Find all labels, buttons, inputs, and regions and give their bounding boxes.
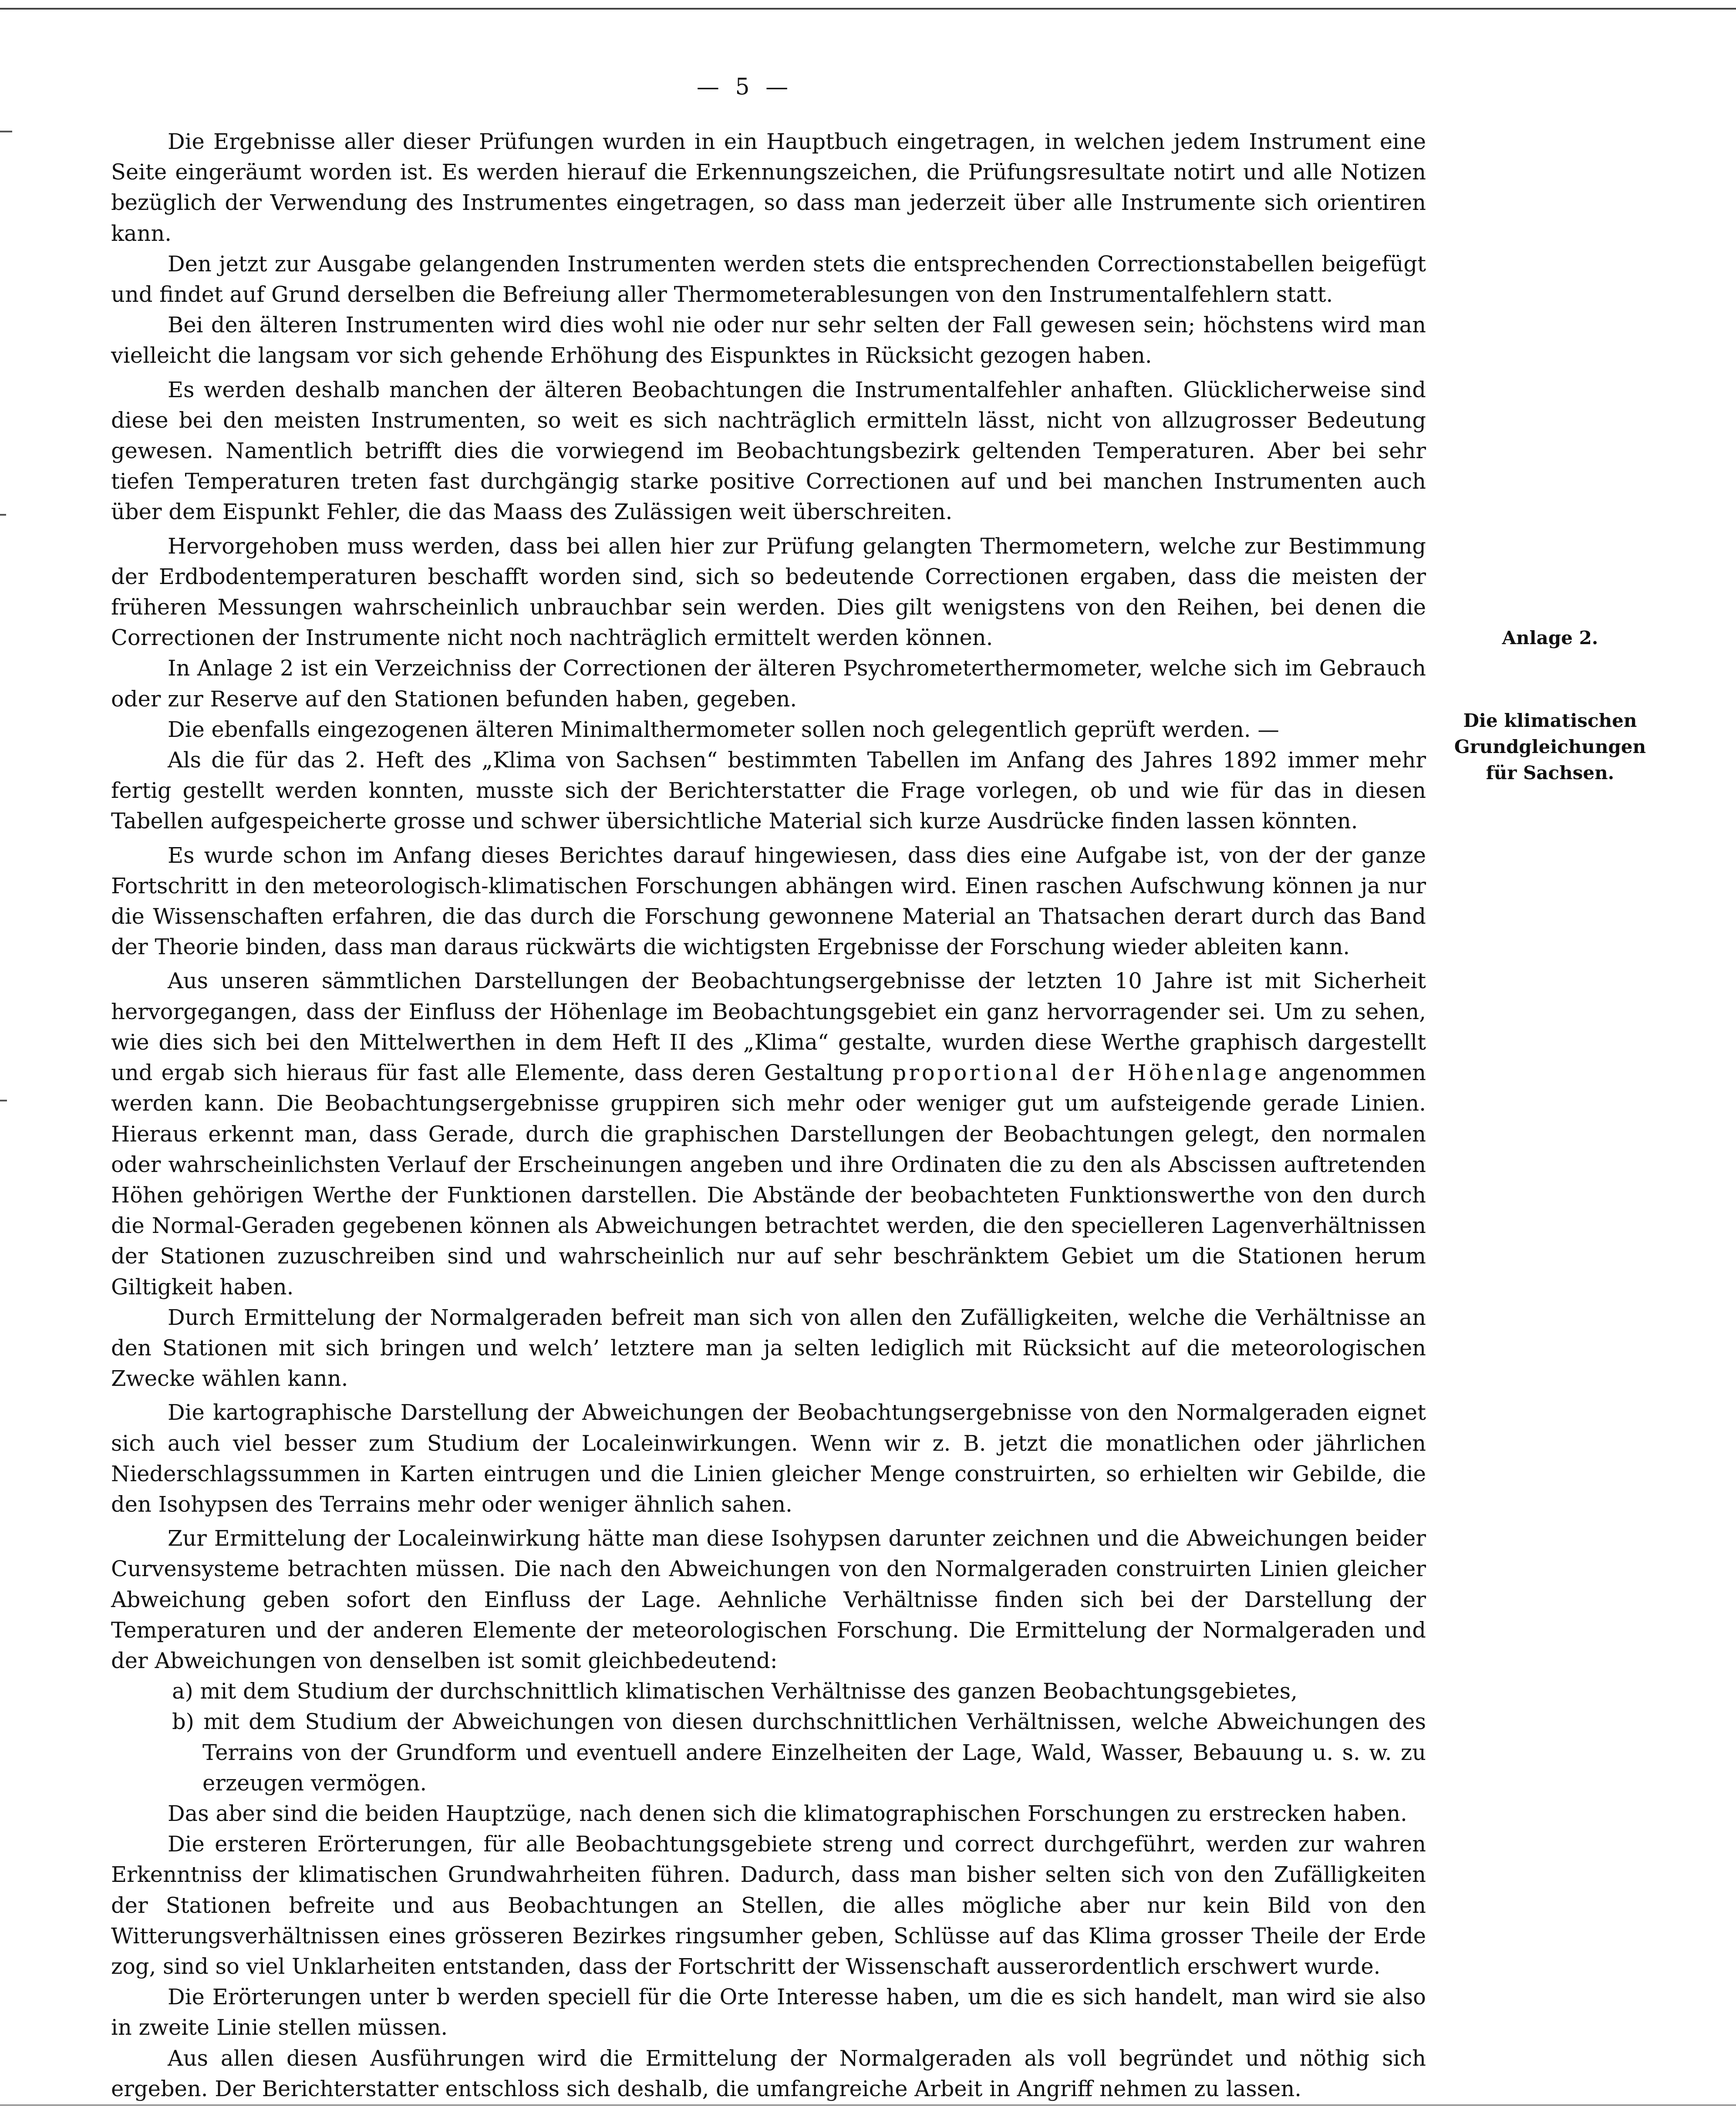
margin-note-grundgleichungen [1450,708,1650,786]
paragraph [111,966,1426,1302]
paragraph: Hervorgehoben muss werden, dass bei allen hier zur Prüfung gelangten Thermometern, welche zur Bestimmung der Erdbodentemperaturen beschafft worden sind, sich so bedeutende Correctionen ergaben, dass die meisten der früheren Messungen wahrscheinlich unbrauchbar sein werden. Dies gilt wenigstens von den Reihen, bei denen die Correctionen der Instrumente nicht noch nachträglich ermittelt werden können. [111,533,1426,651]
paragraph: In Anlage 2 ist ein Verzeichniss der Correctionen der älteren Psychrometerthermometer, welche sich im Gebrauch oder zur Reserve auf den Stationen befunden haben, gegeben. [111,655,1426,712]
paragraph: Bei den älteren Instrumenten wird dies wohl nie oder nur sehr selten der Fall gewesen sein; höchstens wird man vielleicht die langsam vor sich gehende Erhöhung des Eispunktes in Rücksicht gezogen haben. [111,312,1426,368]
paragraph: Die kartographische Darstellung der Abweichungen der Beobachtungsergebnisse von den Normalgeraden eignet sich auch viel besser zum Studium der Localeinwirkungen. Wenn wir z. B. jetzt die monatlichen oder jährlichen Niederschlagssummen in Karten eintrugen und die Linien gleicher Menge construirten, so erhielten wir Gebilde, die den Isohypsen des Terrains mehr oder weniger ähnlich sahen. [111,1400,1426,1517]
paragraph-part: angenommen werden kann. Die Beobachtungsergebnisse gruppiren sich mehr oder weniger gut um aufsteigende gerade Linien. Hieraus erkennt man, dass Gerade, durch die graphischen Darstellungen der Beobachtungen gelegt, den normalen oder wahrscheinlichsten Verlauf der Erscheinungen angeben und ihre Ordinaten die zu den als Abscissen auftretenden Höhen gehörigen Werthe der Funktionen darstellen. Die Abstände der beobachteten Funktionswerthe von den durch die Normal-Geraden gegebenen können als Abweichungen betrachtet werden, die den specielleren Lagenverhältnissen der Stationen zuzuschreiben sind und wahrscheinlich nur auf sehr beschränktem Gebiet um die Stationen herum Giltigkeit haben. [111,1060,1426,1300]
paragraph: Die Ergebnisse aller dieser Prüfungen wurden in ein Hauptbuch eingetragen, in welchen jedem Instrument eine Seite eingeräumt worden ist. Es werden hierauf die Erkennungszeichen, die Prüfungsresultate notirt und alle Notizen bezüglich der Verwendung des Instrumentes eingetragen, so dass man jederzeit über alle Instrumente sich orientiren kann. [111,129,1426,246]
paragraph: Die ebenfalls eingezogenen älteren Minimalthermometer sollen noch gelegentlich geprüft werden. — [168,716,1279,742]
margin-note-anlage [1450,625,1650,651]
paragraph-part: Aus unseren sämmtlichen Darstellungen der Beobachtungsergebnisse der letzten 10 Jahre ist mit Sicherheit hervorgegangen, dass der Einfluss der Höhenlage im Beobachtungsgebiet ein ganz hervorragender sei. Um zu sehen, wie dies sich bei den Mittelwerthen in dem Heft II des „Klima“ gestalte, wurden diese Werthe graphisch dargestellt und ergab sich hieraus für fast alle Elemente, dass deren Gestaltung [111,968,1426,1086]
margin-note-text: Anlage 2. [1502,627,1598,648]
paragraph: Es werden deshalb manchen der älteren Beobachtungen die Instrumentalfehler anhaften. Glücklicherweise sind diese bei den meisten Instrumenten, so weit es sich nachträglich ermitteln lässt, nicht von allzugrosser Bedeutung gewesen. Namentlich betrifft dies die vorwiegend im Beobachtungsbezirk geltenden Temperaturen. Aber bei sehr tiefen Temperaturen treten fast durchgängig starke positive Correctionen auf und bei manchen Instrumenten auch über dem Eispunkt Fehler, die das Maass des Zulässigen weit überschreiten. [111,377,1426,525]
paragraph: Die ersteren Erörterungen, für alle Beobachtungsgebiete streng und correct durchgeführt, werden zur wahren Erkenntniss der klimatischen Grundwahrheiten führen. Dadurch, dass man bisher selten sich von den Zufälligkeiten der Stationen befreite und aus Beobachtungen an Stellen, die alles mögliche aber nur kein Bild von den Witterungsverhältnissen eines grösseren Bezirkes ringsumher geben, Schlüsse auf das Klima grosser Theile der Erde zog, sind so viel Unklarheiten entstanden, dass der Fortschritt der Wissenschaft ausserordentlich erschwert wurde. [111,1831,1426,1979]
paragraph: Den jetzt zur Ausgabe gelangenden Instrumenten werden stets die entsprechenden Correctionstabellen beigefügt und findet auf Grund derselben die Befreiung aller Thermometerablesungen von den Instrumentalfehlern statt. [111,251,1426,307]
margin-note-line: für Sachsen. [1486,762,1615,784]
paragraph: Zur Ermittelung der Localeinwirkung hätte man diese Isohypsen darunter zeichnen und die Abweichungen beider Curvensysteme betrachten müssen. Die nach den Abweichungen von den Normalgeraden construirten Linien gleicher Abweichung geben sofort den Einfluss der Lage. Aehnliche Verhältnisse finden sich bei der Darstellung der Temperaturen und der anderen Elemente der meteorologischen Forschung. Die Ermittelung der Normalgeraden und der Abweichungen von denselben ist somit gleichbedeutend: [111,1526,1426,1673]
page-number: — 5 — [696,74,793,100]
paragraph: Als die für das 2. Heft des „Klima von Sachsen“ bestimmten Tabellen im Anfang des Jahres 1892 immer mehr fertig gestellt werden konnten, musste sich der Berichterstatter die Frage vorlegen, ob und wie für das in diesen Tabellen aufgespeicherte grosse und schwer übersichtliche Material sich kurze Ausdrücke finden lassen könnten. [111,747,1426,834]
paragraph: Aus allen diesen Ausführungen wird die Ermittelung der Normalgeraden als voll begründet und nöthig sich ergeben. Der Berichterstatter entschloss sich deshalb, die umfangreiche Arbeit in Angriff nehmen zu lassen. [111,2045,1426,2101]
main-text [111,126,1426,2104]
scan-mark [0,1100,7,1101]
paragraph: Die Erörterungen unter b werden speciell für die Orte Interesse haben, um die es sich handelt, man wird sie also in zweite Linie stellen müssen. [111,1984,1426,2040]
margin-note-line: Grundgleichungen [1454,736,1646,757]
paragraph: Das aber sind die beiden Hauptzüge, nach denen sich die klimatographischen Forschungen zu erstrecken haben. [168,1800,1407,1826]
scan-mark [0,514,6,516]
list-item-b: b) mit dem Studium der Abweichungen von diesen durchschnittlichen Verhältnissen, welche Abweichungen des Terrains von der Grundform und eventuell andere Einzelheiten der Lage, Wald, Wasser, Bebauung u. s. w. zu erzeugen vermögen. [172,1709,1426,1796]
top-scan-edge [0,8,1736,10]
paragraph: Es wurde schon im Anfang dieses Berichtes darauf hingewiesen, dass dies eine Aufgabe ist, von der der ganze Fortschritt in den meteorologisch-klimatischen Forschungen abhängen wird. Einen raschen Aufschwung können ja nur die Wissenschaften erfahren, die das durch die Forschung gewonnene Material an Thatsachen derart durch das Band der Theorie binden, dass man daraus rückwärts die wichtigsten Ergebnisse der Forschung wieder ableiten kann. [111,842,1426,960]
margin-note-line: Die klimatischen [1463,710,1637,731]
scan-mark [0,131,12,132]
emphasized-text: proportional der Höhenlage [892,1060,1270,1086]
list-item-a: a) mit dem Studium der durchschnittlich klimatischen Verhältnisse des ganzen Beobachtungsgebietes, [172,1679,1298,1704]
paragraph: Durch Ermittelung der Normalgeraden befreit man sich von allen den Zufälligkeiten, welche die Verhältnisse an den Stationen mit sich bringen und welch’ letztere man ja selten lediglich mit Rücksicht auf die meteorologischen Zwecke wählen kann. [111,1304,1426,1391]
bottom-scan-edge [0,2104,1736,2106]
